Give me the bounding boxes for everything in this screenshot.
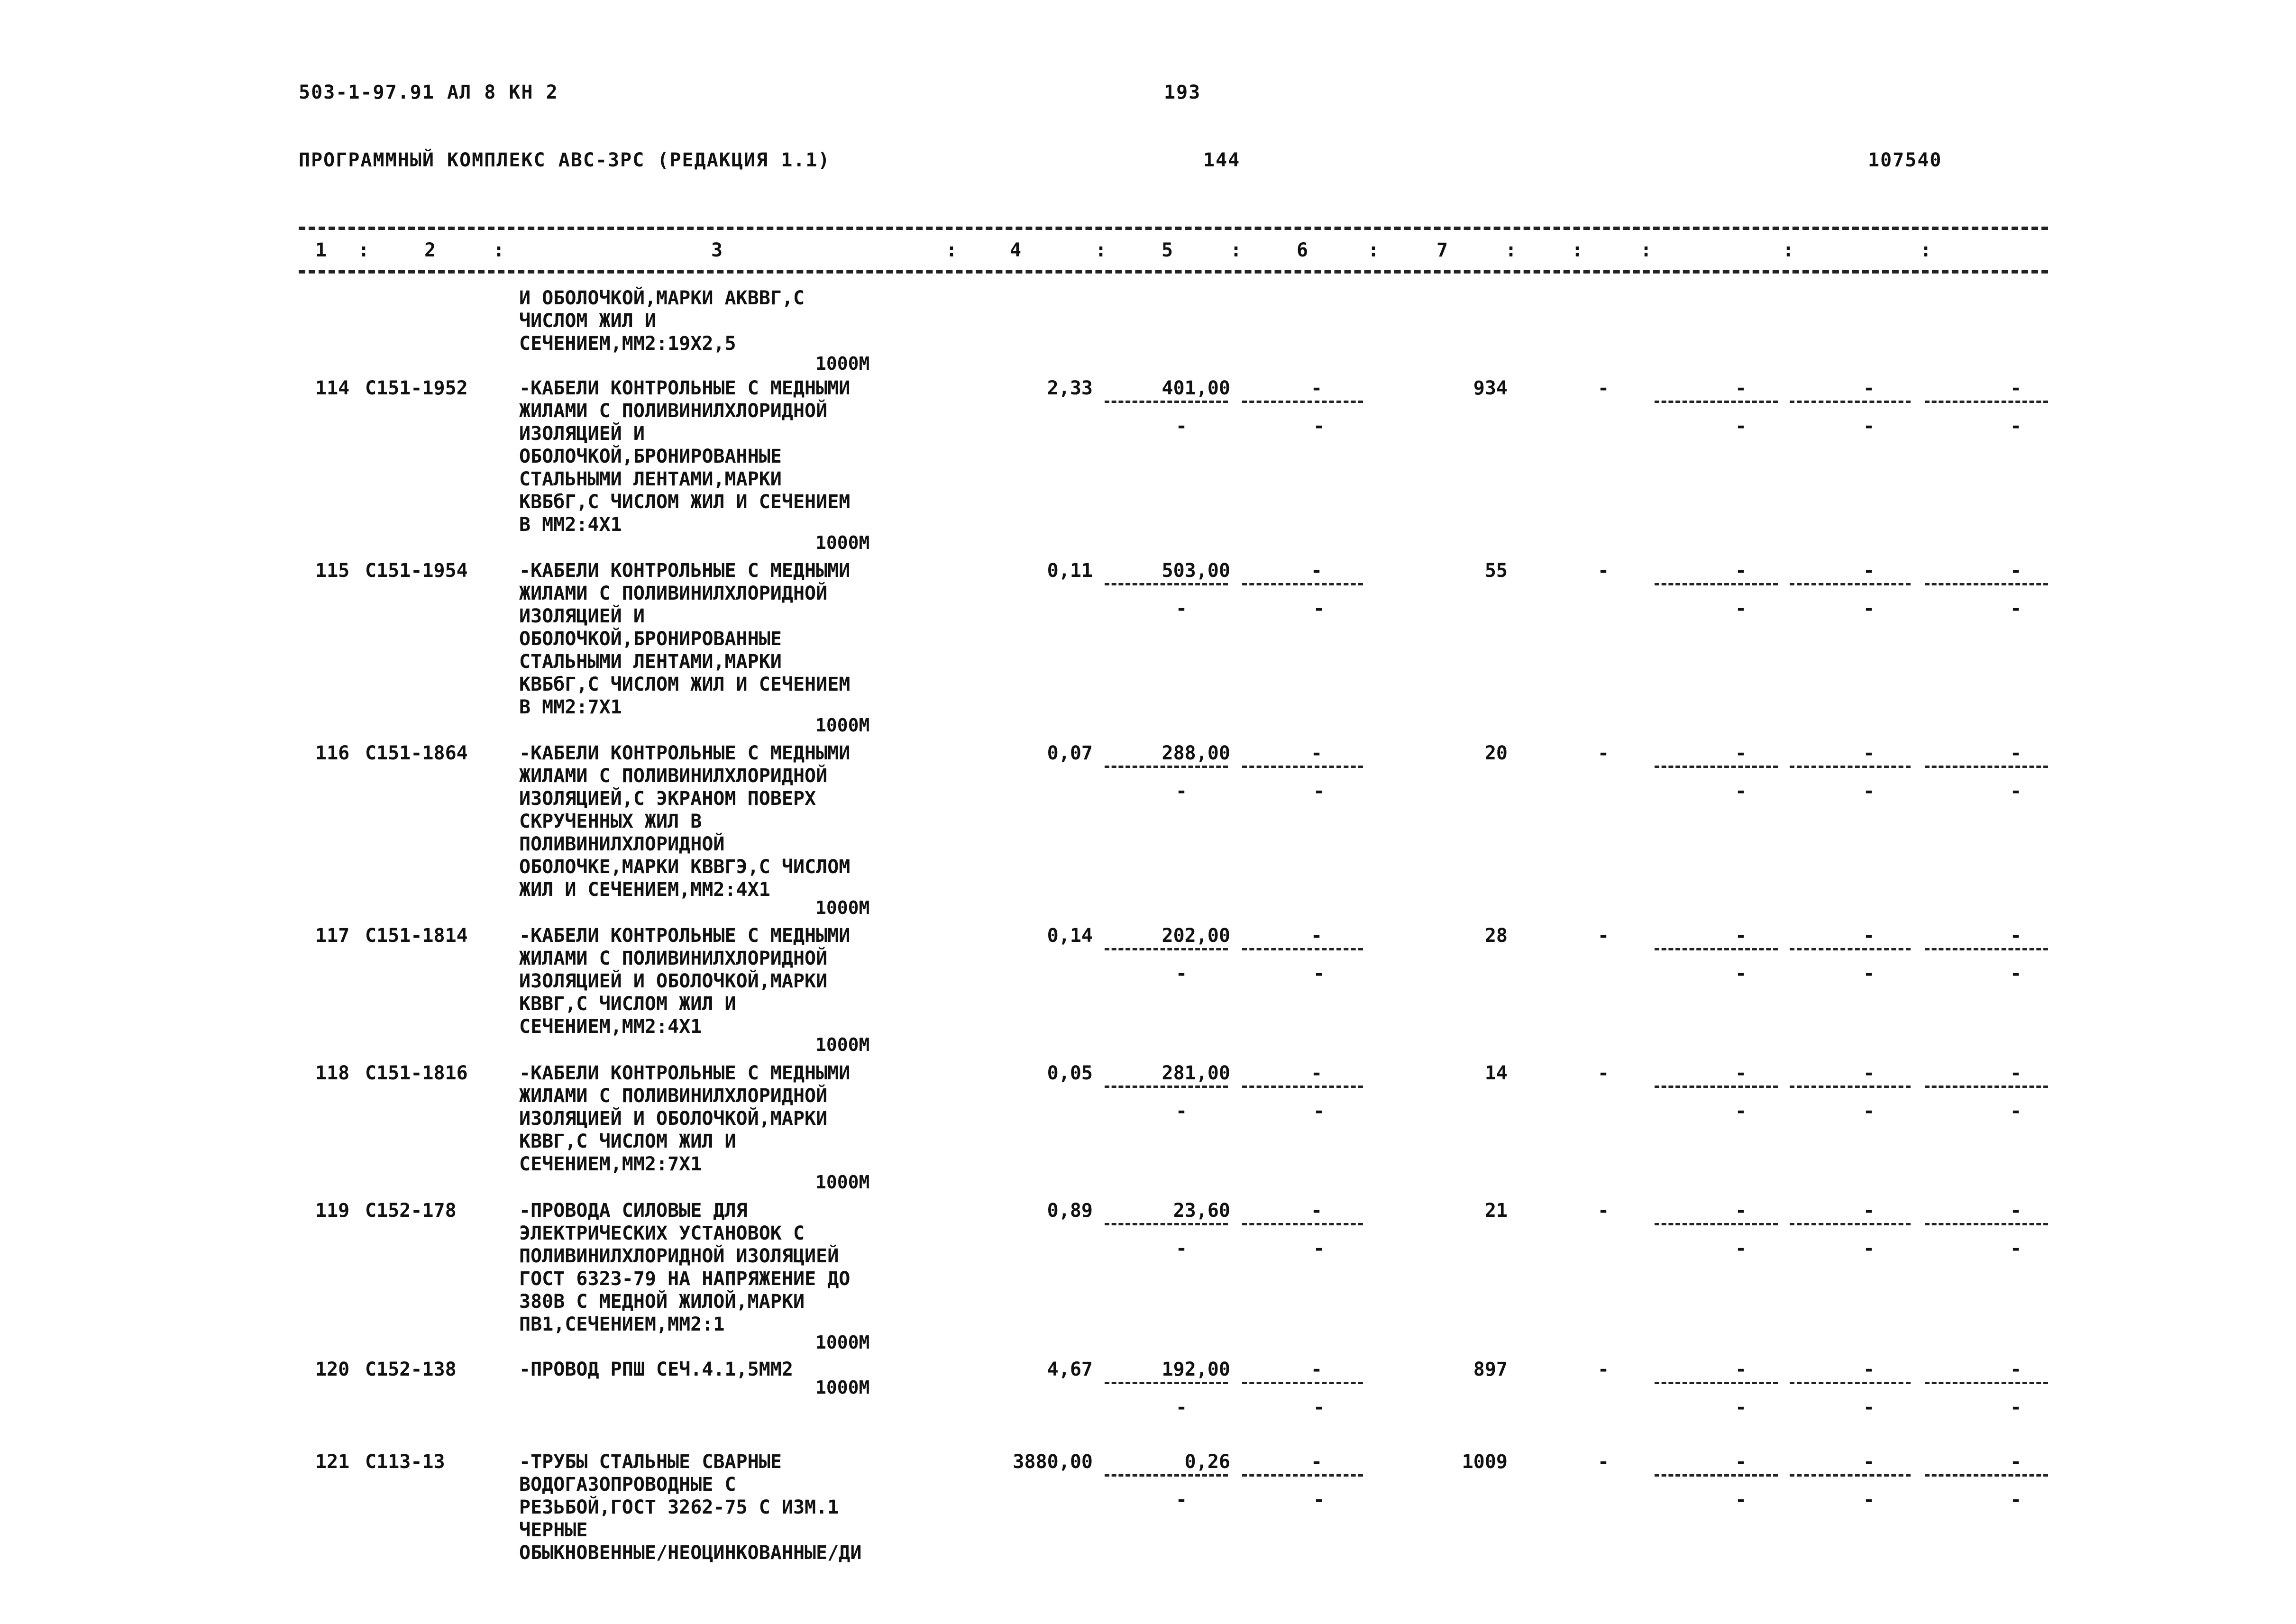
separator-line bbox=[1925, 1474, 2048, 1477]
dash-mark: - bbox=[1313, 598, 1325, 620]
separator-line bbox=[1242, 1086, 1363, 1088]
row-code: С151-1954 bbox=[365, 560, 468, 582]
column-6-value: - bbox=[1311, 1451, 1323, 1473]
column-6-value: - bbox=[1311, 377, 1323, 399]
dash-mark: - bbox=[1735, 925, 1747, 947]
dash-mark: - bbox=[1735, 1489, 1747, 1511]
quantity-value: 2,33 bbox=[1047, 377, 1093, 399]
separator-line bbox=[1790, 948, 1911, 950]
description-line: -ПРОВОД РПШ СЕЧ.4.1,5ММ2 bbox=[519, 1359, 793, 1380]
column-8-value: - bbox=[1598, 742, 1610, 764]
column-header-3: 3 bbox=[711, 239, 723, 261]
description-line: КВВГ,С ЧИСЛОМ ЖИЛ И bbox=[519, 993, 736, 1015]
separator-line bbox=[1790, 1474, 1911, 1477]
dash-mark: - bbox=[2010, 598, 2022, 620]
dash-mark: - bbox=[1863, 560, 1875, 582]
row-number: 120 bbox=[315, 1359, 350, 1380]
table-top-rule bbox=[299, 227, 2048, 230]
continuation-line: ЧИСЛОМ ЖИЛ И bbox=[519, 310, 656, 332]
description-line: КВБбГ,С ЧИСЛОМ ЖИЛ И СЕЧЕНИЕМ bbox=[519, 491, 851, 513]
dash-mark: - bbox=[1313, 963, 1325, 985]
unit-label: 1000М bbox=[815, 1034, 870, 1055]
row-number: 119 bbox=[315, 1200, 350, 1222]
quantity-value: 0,11 bbox=[1047, 560, 1093, 582]
description-line: -КАБЕЛИ КОНТРОЛЬНЫЕ С МЕДНЫМИ bbox=[519, 1062, 851, 1084]
description-line: ЖИЛАМИ С ПОЛИВИНИЛХЛОРИДНОЙ bbox=[519, 765, 828, 787]
row-number: 117 bbox=[315, 925, 350, 947]
total-value: 20 bbox=[1484, 742, 1508, 764]
dash-mark: - bbox=[1735, 560, 1747, 582]
dash-mark: - bbox=[1735, 1451, 1747, 1473]
column-6-value: - bbox=[1311, 742, 1323, 764]
row-code: С152-138 bbox=[365, 1359, 457, 1380]
column-8-value: - bbox=[1598, 1359, 1610, 1380]
column-6-value: - bbox=[1311, 1359, 1323, 1380]
dash-mark: - bbox=[1863, 1200, 1875, 1222]
dash-mark: - bbox=[2010, 742, 2022, 764]
column-6-value: - bbox=[1311, 1200, 1323, 1222]
separator-line bbox=[1790, 1382, 1911, 1384]
dash-mark: - bbox=[2010, 1489, 2022, 1511]
dash-mark: - bbox=[1735, 415, 1747, 437]
column-8-value: - bbox=[1598, 925, 1610, 947]
description-line: ЖИЛАМИ С ПОЛИВИНИЛХЛОРИДНОЙ bbox=[519, 948, 828, 969]
separator-line bbox=[1655, 1474, 1778, 1477]
description-line: -КАБЕЛИ КОНТРОЛЬНЫЕ С МЕДНЫМИ bbox=[519, 560, 851, 582]
description-line: ПОЛИВИНИЛХЛОРИДНОЙ bbox=[519, 833, 725, 855]
column-6-value: - bbox=[1311, 560, 1323, 582]
dash-mark: - bbox=[1735, 963, 1747, 985]
continuation-line: И ОБОЛОЧКОЙ,МАРКИ АКВВГ,С bbox=[519, 287, 805, 309]
description-line: ОБОЛОЧКОЙ,БРОНИРОВАННЫЕ bbox=[519, 446, 782, 467]
separator-line bbox=[1655, 766, 1778, 768]
separator-line bbox=[1105, 1474, 1228, 1477]
dash-mark: - bbox=[1863, 1359, 1875, 1380]
dash-mark: - bbox=[2010, 560, 2022, 582]
description-line: 380В С МЕДНОЙ ЖИЛОЙ,МАРКИ bbox=[519, 1291, 805, 1313]
separator-line bbox=[1790, 583, 1911, 585]
separator-line bbox=[1925, 766, 2048, 768]
description-line: ЧЕРНЫЕ bbox=[519, 1519, 588, 1541]
separator-line bbox=[1925, 1223, 2048, 1225]
total-value: 934 bbox=[1473, 377, 1508, 399]
quantity-value: 0,14 bbox=[1047, 925, 1093, 947]
dash-mark: - bbox=[1735, 1062, 1747, 1084]
separator-line bbox=[1790, 766, 1911, 768]
quantity-value: 3880,00 bbox=[1013, 1451, 1093, 1473]
price-value: 0,26 bbox=[1184, 1451, 1230, 1473]
dash-mark: - bbox=[1863, 1238, 1875, 1259]
dash-mark: - bbox=[1863, 925, 1875, 947]
total-value: 21 bbox=[1484, 1200, 1508, 1222]
description-line: ОБЫКНОВЕННЫЕ/НЕОЦИНКОВАННЫЕ/ДИ bbox=[519, 1542, 862, 1564]
description-line: -ПРОВОДА СИЛОВЫЕ ДЛЯ bbox=[519, 1200, 748, 1222]
total-value: 28 bbox=[1484, 925, 1508, 947]
total-value: 14 bbox=[1484, 1062, 1508, 1084]
description-line: ИЗОЛЯЦИЕЙ И bbox=[519, 605, 645, 627]
quantity-value: 4,67 bbox=[1047, 1359, 1093, 1380]
separator-line bbox=[1925, 948, 2048, 950]
separator-line bbox=[1925, 1382, 2048, 1384]
description-line: СЕЧЕНИЕМ,ММ2:7Х1 bbox=[519, 1153, 702, 1175]
description-line: -ТРУБЫ СТАЛЬНЫЕ СВАРНЫЕ bbox=[519, 1451, 782, 1473]
column-header-4: 4 bbox=[1010, 239, 1022, 261]
description-line: -КАБЕЛИ КОНТРОЛЬНЫЕ С МЕДНЫМИ bbox=[519, 925, 851, 947]
dash-mark: - bbox=[1313, 1489, 1325, 1511]
dash-mark: - bbox=[1176, 780, 1188, 802]
column-header-2: 2 bbox=[424, 239, 436, 261]
dash-mark: - bbox=[2010, 377, 2022, 399]
dash-mark: - bbox=[1735, 742, 1747, 764]
quantity-value: 0,89 bbox=[1047, 1200, 1093, 1222]
separator-line bbox=[1242, 583, 1363, 585]
dash-mark: - bbox=[1313, 780, 1325, 802]
unit-label: 1000М bbox=[815, 897, 870, 918]
dash-mark: - bbox=[1176, 1100, 1188, 1122]
dash-mark: - bbox=[1863, 1489, 1875, 1511]
column-header-7: 7 bbox=[1436, 239, 1448, 261]
separator-line bbox=[1655, 401, 1778, 403]
continuation-line: СЕЧЕНИЕМ,ММ2:19Х2,5 bbox=[519, 333, 736, 355]
dash-mark: - bbox=[1313, 1396, 1325, 1418]
dash-mark: - bbox=[1863, 1451, 1875, 1473]
doc-serial-code: 107540 bbox=[1868, 149, 1942, 171]
dash-mark: - bbox=[1735, 377, 1747, 399]
quantity-value: 0,07 bbox=[1047, 742, 1093, 764]
row-code: С151-1816 bbox=[365, 1062, 468, 1084]
dash-mark: - bbox=[2010, 1396, 2022, 1418]
column-8-value: - bbox=[1598, 560, 1610, 582]
separator-line bbox=[1242, 1223, 1363, 1225]
unit-label: 1000М bbox=[815, 1172, 870, 1193]
dash-mark: - bbox=[1735, 780, 1747, 802]
dash-mark: - bbox=[2010, 1451, 2022, 1473]
description-line: -КАБЕЛИ КОНТРОЛЬНЫЕ С МЕДНЫМИ bbox=[519, 377, 851, 399]
total-value: 897 bbox=[1473, 1359, 1508, 1380]
row-code: С152-178 bbox=[365, 1200, 457, 1222]
separator-line bbox=[1655, 948, 1778, 950]
unit-label: 1000М bbox=[815, 715, 870, 736]
description-line: ВОДОГАЗОПРОВОДНЫЕ С bbox=[519, 1474, 736, 1496]
separator-line bbox=[1242, 401, 1363, 403]
dash-mark: - bbox=[1313, 1238, 1325, 1259]
unit-label: 1000М bbox=[815, 353, 870, 374]
row-number: 118 bbox=[315, 1062, 350, 1084]
unit-label: 1000М bbox=[815, 532, 870, 553]
dash-mark: - bbox=[1863, 598, 1875, 620]
column-8-value: - bbox=[1598, 1451, 1610, 1473]
sheet-number: 144 bbox=[1203, 149, 1241, 171]
dash-mark: - bbox=[1176, 598, 1188, 620]
dash-mark: - bbox=[1863, 780, 1875, 802]
separator-line bbox=[1790, 1086, 1911, 1088]
page-number: 193 bbox=[1164, 82, 1201, 103]
dash-mark: - bbox=[1863, 963, 1875, 985]
description-line: ИЗОЛЯЦИЕЙ И ОБОЛОЧКОЙ,МАРКИ bbox=[519, 970, 828, 992]
program-title: ПРОГРАММНЫЙ КОМПЛЕКС АВС-3РС (РЕДАКЦИЯ 1.1) bbox=[299, 149, 831, 171]
separator-line bbox=[1105, 766, 1228, 768]
row-code: С151-1952 bbox=[365, 377, 468, 399]
dash-mark: - bbox=[1863, 742, 1875, 764]
separator-line bbox=[1242, 766, 1363, 768]
dash-mark: - bbox=[2010, 963, 2022, 985]
description-line: ИЗОЛЯЦИЕЙ И bbox=[519, 423, 645, 445]
dash-mark: - bbox=[1176, 1489, 1188, 1511]
description-line: В ММ2:7Х1 bbox=[519, 696, 622, 718]
price-value: 202,00 bbox=[1162, 925, 1230, 947]
row-number: 115 bbox=[315, 560, 350, 582]
dash-mark: - bbox=[1735, 1396, 1747, 1418]
separator-line bbox=[1925, 401, 2048, 403]
column-header-1: 1 bbox=[315, 239, 327, 261]
separator-line bbox=[1105, 401, 1228, 403]
column-header-row: 1 : 2 : 3 : 4 : 5 : 6 : 7 : : : : : bbox=[315, 239, 1932, 261]
dash-mark: - bbox=[1863, 1100, 1875, 1122]
description-line: КВВГ,С ЧИСЛОМ ЖИЛ И bbox=[519, 1131, 736, 1152]
description-line: ГОСТ 6323-79 НА НАПРЯЖЕНИЕ ДО bbox=[519, 1268, 851, 1290]
dash-mark: - bbox=[2010, 925, 2022, 947]
unit-label: 1000М bbox=[815, 1332, 870, 1353]
description-line: ЖИЛАМИ С ПОЛИВИНИЛХЛОРИДНОЙ bbox=[519, 583, 828, 604]
description-line: СТАЛЬНЫМИ ЛЕНТАМИ,МАРКИ bbox=[519, 468, 782, 490]
dash-mark: - bbox=[2010, 415, 2022, 437]
description-line: ЖИЛАМИ С ПОЛИВИНИЛХЛОРИДНОЙ bbox=[519, 400, 828, 422]
description-line: ЖИЛ И СЕЧЕНИЕМ,ММ2:4Х1 bbox=[519, 879, 770, 901]
price-value: 503,00 bbox=[1162, 560, 1230, 582]
dash-mark: - bbox=[1863, 1396, 1875, 1418]
column-header-5: 5 bbox=[1162, 239, 1173, 261]
price-value: 23,60 bbox=[1173, 1200, 1230, 1222]
separator-line bbox=[1655, 1223, 1778, 1225]
separator-line bbox=[1242, 1474, 1363, 1477]
dash-mark: - bbox=[1735, 1200, 1747, 1222]
dash-mark: - bbox=[1735, 598, 1747, 620]
unit-label: 1000М bbox=[815, 1377, 870, 1398]
row-number: 116 bbox=[315, 742, 350, 764]
dash-mark: - bbox=[1313, 1100, 1325, 1122]
dash-mark: - bbox=[1176, 415, 1188, 437]
description-line: ЖИЛАМИ С ПОЛИВИНИЛХЛОРИДНОЙ bbox=[519, 1085, 828, 1107]
dash-mark: - bbox=[1176, 963, 1188, 985]
separator-line bbox=[1925, 1086, 2048, 1088]
description-line: ЭЛЕКТРИЧЕСКИХ УСТАНОВОК С bbox=[519, 1223, 805, 1244]
separator-line bbox=[1655, 1086, 1778, 1088]
price-value: 288,00 bbox=[1162, 742, 1230, 764]
separator-line bbox=[1242, 948, 1363, 950]
description-line: ИЗОЛЯЦИЕЙ И ОБОЛОЧКОЙ,МАРКИ bbox=[519, 1108, 828, 1130]
separator-line bbox=[1105, 1223, 1228, 1225]
separator-line bbox=[1655, 583, 1778, 585]
dash-mark: - bbox=[1313, 415, 1325, 437]
description-line: СТАЛЬНЫМИ ЛЕНТАМИ,МАРКИ bbox=[519, 651, 782, 673]
description-line: СЕЧЕНИЕМ,ММ2:4Х1 bbox=[519, 1016, 702, 1038]
description-line: СКРУЧЕННЫХ ЖИЛ В bbox=[519, 811, 702, 832]
dash-mark: - bbox=[1176, 1396, 1188, 1418]
separator-line bbox=[1105, 583, 1228, 585]
dash-mark: - bbox=[1735, 1359, 1747, 1380]
separator-line bbox=[1242, 1382, 1363, 1384]
dash-mark: - bbox=[2010, 1200, 2022, 1222]
row-number: 114 bbox=[315, 377, 350, 399]
dash-mark: - bbox=[1863, 377, 1875, 399]
separator-line bbox=[1105, 1086, 1228, 1088]
separator-line bbox=[1105, 948, 1228, 950]
total-value: 55 bbox=[1484, 560, 1508, 582]
price-value: 192,00 bbox=[1162, 1359, 1230, 1380]
column-header-6: 6 bbox=[1297, 239, 1308, 261]
separator-line bbox=[1925, 583, 2048, 585]
row-code: С151-1814 bbox=[365, 925, 468, 947]
description-line: КВБбГ,С ЧИСЛОМ ЖИЛ И СЕЧЕНИЕМ bbox=[519, 674, 851, 695]
description-line: ОБОЛОЧКОЙ,БРОНИРОВАННЫЕ bbox=[519, 628, 782, 650]
dash-mark: - bbox=[1176, 1238, 1188, 1259]
description-line: ОБОЛОЧКЕ,МАРКИ КВВГЭ,С ЧИСЛОМ bbox=[519, 856, 851, 878]
price-value: 281,00 bbox=[1162, 1062, 1230, 1084]
description-line: ПОЛИВИНИЛХЛОРИДНОЙ ИЗОЛЯЦИЕЙ bbox=[519, 1245, 839, 1267]
price-value: 401,00 bbox=[1162, 377, 1230, 399]
dash-mark: - bbox=[2010, 1062, 2022, 1084]
description-line: -КАБЕЛИ КОНТРОЛЬНЫЕ С МЕДНЫМИ bbox=[519, 742, 851, 764]
total-value: 1009 bbox=[1462, 1451, 1508, 1473]
table-header-rule bbox=[299, 270, 2048, 274]
column-8-value: - bbox=[1598, 1062, 1610, 1084]
dash-mark: - bbox=[2010, 1238, 2022, 1259]
description-line: ИЗОЛЯЦИЕЙ,С ЭКРАНОМ ПОВЕРХ bbox=[519, 788, 816, 810]
quantity-value: 0,05 bbox=[1047, 1062, 1093, 1084]
dash-mark: - bbox=[1863, 1062, 1875, 1084]
dash-mark: - bbox=[1735, 1238, 1747, 1259]
description-line: В ММ2:4Х1 bbox=[519, 514, 622, 536]
dash-mark: - bbox=[2010, 1100, 2022, 1122]
doc-code: 503-1-97.91 АЛ 8 КН 2 bbox=[299, 82, 558, 103]
column-8-value: - bbox=[1598, 377, 1610, 399]
column-8-value: - bbox=[1598, 1200, 1610, 1222]
description-line: РЕЗЬБОЙ,ГОСТ 3262-75 С ИЗМ.1 bbox=[519, 1496, 839, 1518]
column-6-value: - bbox=[1311, 1062, 1323, 1084]
separator-line bbox=[1790, 401, 1911, 403]
separator-line bbox=[1105, 1382, 1228, 1384]
description-line: ПВ1,СЕЧЕНИЕМ,ММ2:1 bbox=[519, 1314, 725, 1335]
row-number: 121 bbox=[315, 1451, 350, 1473]
dash-mark: - bbox=[1863, 415, 1875, 437]
separator-line bbox=[1790, 1223, 1911, 1225]
dash-mark: - bbox=[1735, 1100, 1747, 1122]
dash-mark: - bbox=[2010, 1359, 2022, 1380]
separator-line bbox=[1655, 1382, 1778, 1384]
dash-mark: - bbox=[2010, 780, 2022, 802]
row-code: С113-13 bbox=[365, 1451, 445, 1473]
column-6-value: - bbox=[1311, 925, 1323, 947]
row-code: С151-1864 bbox=[365, 742, 468, 764]
